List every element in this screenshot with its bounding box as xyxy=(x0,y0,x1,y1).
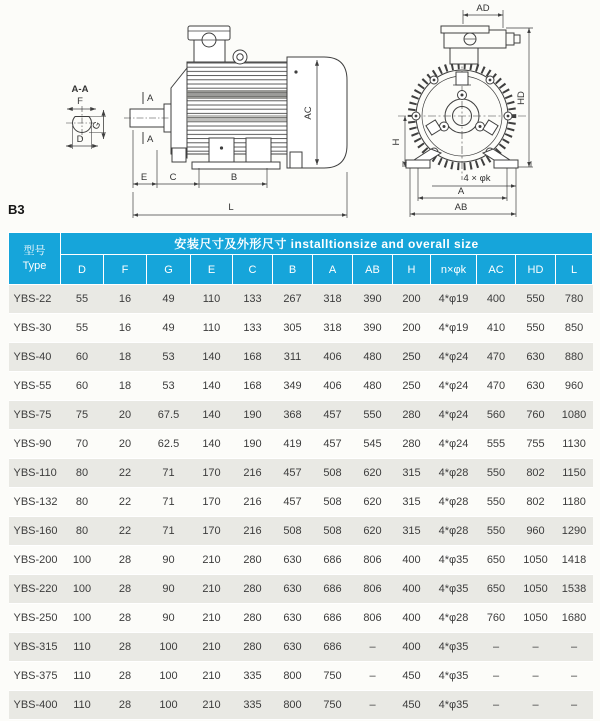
cell-ab: 480 xyxy=(363,380,382,392)
col-header-nk: n×φk xyxy=(431,255,477,285)
cell-h: 315 xyxy=(402,525,421,537)
type-cell: YBS-30 xyxy=(13,322,52,334)
cell-f: 28 xyxy=(118,641,132,653)
cell-b: 305 xyxy=(283,322,302,334)
cell-e: 170 xyxy=(202,525,221,537)
cell-hd: 802 xyxy=(526,496,545,508)
cell-l: 1680 xyxy=(561,612,587,624)
cell-c: 216 xyxy=(243,496,262,508)
table-header xyxy=(9,233,593,285)
section-mark-bottom: A xyxy=(147,134,154,145)
cell-ab: 545 xyxy=(363,438,382,450)
cell-d: 100 xyxy=(72,554,92,566)
type-column-header xyxy=(9,233,61,285)
cell-ac: 470 xyxy=(486,380,506,392)
cell-f: 28 xyxy=(118,554,132,566)
cell-a: 508 xyxy=(323,496,342,508)
cell-nk: 4*φ24 xyxy=(438,409,469,421)
cell-f: 28 xyxy=(118,612,132,624)
cell-nk: 4*φ35 xyxy=(438,699,469,711)
cell-c: 168 xyxy=(243,380,262,392)
cell-f: 16 xyxy=(118,322,132,334)
cell-ac: 550 xyxy=(486,467,506,479)
cell-d: 100 xyxy=(72,583,92,595)
type-cell: YBS-200 xyxy=(13,554,58,566)
cell-hd: 760 xyxy=(526,409,545,421)
cell-f: 28 xyxy=(118,670,132,682)
cell-e: 210 xyxy=(202,554,221,566)
col-header-f: F xyxy=(104,255,147,285)
cell-c: 190 xyxy=(243,438,262,450)
dim-label-g: G xyxy=(90,119,104,132)
type-cell: YBS-250 xyxy=(13,612,58,624)
cell-g: 71 xyxy=(162,496,175,508)
cell-nk: 4*φ28 xyxy=(438,496,469,508)
cell-b: 419 xyxy=(283,438,302,450)
cell-g: 49 xyxy=(162,322,175,334)
type-cell: YBS-375 xyxy=(13,670,58,682)
cell-c: 216 xyxy=(243,467,262,479)
cell-a: 457 xyxy=(323,438,342,450)
cell-ac: 760 xyxy=(486,612,506,624)
cell-d: 60 xyxy=(75,351,89,363)
shaft-section-detail xyxy=(66,84,106,149)
type-cell: YBS-132 xyxy=(13,496,58,508)
holes-label: 4 × φk xyxy=(463,173,491,184)
cell-b: 630 xyxy=(283,641,302,653)
cell-f: 16 xyxy=(118,293,132,305)
cell-nk: 4*φ24 xyxy=(438,351,469,363)
cell-b: 800 xyxy=(283,699,302,711)
cell-e: 140 xyxy=(202,380,221,392)
cell-f: 20 xyxy=(118,409,132,421)
cell-a: 406 xyxy=(323,380,342,392)
cell-ab: – xyxy=(369,670,376,682)
cell-l: 960 xyxy=(564,380,584,392)
cell-ab: 620 xyxy=(363,467,382,479)
cell-h: 400 xyxy=(402,554,421,566)
dim-label-ab: AB xyxy=(454,202,468,213)
col-header-e: E xyxy=(191,255,233,285)
col-header-c: C xyxy=(233,255,273,285)
cell-c: 216 xyxy=(243,525,262,537)
cell-ac: 560 xyxy=(486,409,506,421)
cell-c: 335 xyxy=(243,699,262,711)
cell-ab: 480 xyxy=(363,351,382,363)
cell-c: 335 xyxy=(243,670,262,682)
table-row xyxy=(9,343,593,372)
cell-nk: 4*φ24 xyxy=(438,380,469,392)
cell-a: 318 xyxy=(323,322,342,334)
col-header-g: G xyxy=(147,255,191,285)
cell-ab: – xyxy=(369,699,376,711)
cell-a: 686 xyxy=(323,641,342,653)
lifting-eye xyxy=(233,50,247,64)
cell-a: 686 xyxy=(323,612,342,624)
cell-g: 90 xyxy=(162,612,175,624)
cell-h: 200 xyxy=(402,322,421,334)
cell-h: 400 xyxy=(402,583,421,595)
cell-nk: 4*φ35 xyxy=(438,670,469,682)
col-header-hd: HD xyxy=(516,255,556,285)
cell-d: 80 xyxy=(75,496,89,508)
type-cell: YBS-315 xyxy=(13,641,58,653)
cell-g: 53 xyxy=(162,351,175,363)
mounting-code-label: B3 xyxy=(8,202,25,217)
cell-f: 20 xyxy=(118,438,132,450)
cell-g: 100 xyxy=(159,641,178,653)
table-row xyxy=(9,662,593,691)
cell-d: 110 xyxy=(73,641,91,653)
cell-e: 170 xyxy=(202,467,221,479)
cell-a: 686 xyxy=(323,554,342,566)
cell-g: 67.5 xyxy=(157,409,180,421)
type-cell: YBS-55 xyxy=(13,380,52,392)
cell-h: 315 xyxy=(402,496,421,508)
cell-b: 368 xyxy=(283,409,302,421)
type-cell: YBS-40 xyxy=(13,351,52,363)
cell-ac: 650 xyxy=(486,583,506,595)
cell-nk: 4*φ28 xyxy=(438,525,469,537)
table-row xyxy=(9,604,593,633)
cell-a: 457 xyxy=(323,409,342,421)
table-row xyxy=(9,430,593,459)
col-header-h: H xyxy=(393,255,431,285)
finned-body xyxy=(187,62,287,154)
dim-label-d: D xyxy=(76,134,84,145)
dim-label-e: E xyxy=(140,172,148,183)
cell-h: 280 xyxy=(402,409,421,421)
cell-h: 400 xyxy=(402,612,421,624)
cell-a: 508 xyxy=(323,525,342,537)
cell-hd: 1050 xyxy=(523,612,548,624)
cell-b: 630 xyxy=(283,612,302,624)
cell-d: 55 xyxy=(75,293,89,305)
cell-l: 880 xyxy=(564,351,584,363)
table-row xyxy=(9,691,593,720)
type-cell: YBS-400 xyxy=(13,699,58,711)
cell-ab: 620 xyxy=(363,525,382,537)
cell-e: 210 xyxy=(202,699,221,711)
cell-f: 22 xyxy=(118,496,132,508)
cell-h: 250 xyxy=(402,380,421,392)
cell-b: 311 xyxy=(283,351,302,363)
cell-b: 457 xyxy=(283,467,302,479)
cell-ac: 400 xyxy=(486,293,506,305)
cell-e: 140 xyxy=(202,438,221,450)
cell-hd: 630 xyxy=(526,351,545,363)
type-cell: YBS-90 xyxy=(13,438,52,450)
cell-e: 110 xyxy=(202,293,221,305)
cell-h: 200 xyxy=(402,293,421,305)
cell-d: 100 xyxy=(72,612,92,624)
cell-e: 210 xyxy=(202,583,221,595)
cell-h: 250 xyxy=(402,351,421,363)
table-row xyxy=(9,517,593,546)
cell-a: 750 xyxy=(323,670,342,682)
cell-d: 70 xyxy=(75,438,89,450)
cell-ab: 806 xyxy=(363,554,382,566)
cell-c: 280 xyxy=(243,583,262,595)
cell-d: 60 xyxy=(75,380,89,392)
cell-a: 508 xyxy=(323,467,342,479)
cell-d: 75 xyxy=(75,409,89,421)
cell-nk: 4*φ28 xyxy=(438,467,469,479)
cell-e: 210 xyxy=(202,641,221,653)
cell-hd: – xyxy=(532,641,539,653)
table-body xyxy=(9,285,593,720)
table-row xyxy=(9,488,593,517)
cell-l: 1150 xyxy=(562,467,586,479)
terminal-box-end xyxy=(441,26,520,64)
cell-c: 168 xyxy=(243,351,262,363)
cell-ac: – xyxy=(492,670,500,682)
cell-g: 90 xyxy=(162,583,175,595)
cell-hd: 630 xyxy=(526,380,545,392)
dimension-table xyxy=(8,232,593,720)
cell-d: 80 xyxy=(75,467,89,479)
cell-ac: 470 xyxy=(486,351,506,363)
cell-nk: 4*φ35 xyxy=(438,554,469,566)
cell-ac: 550 xyxy=(486,525,506,537)
col-header-b: B xyxy=(273,255,313,285)
cell-hd: – xyxy=(532,670,539,682)
dim-ad xyxy=(463,3,503,28)
cell-l: 780 xyxy=(564,293,584,305)
cell-d: 55 xyxy=(75,322,89,334)
group-header: 安装尺寸及外形尺寸 installtionsize and overall size xyxy=(61,233,593,255)
dim-label-ad: AD xyxy=(476,3,490,14)
cell-hd: 960 xyxy=(526,525,545,537)
terminal-box-side xyxy=(188,26,230,62)
cell-l: 1290 xyxy=(561,525,587,537)
motor-side-view xyxy=(66,26,347,218)
table-row xyxy=(9,285,593,314)
cell-g: 71 xyxy=(162,467,175,479)
cell-ab: 806 xyxy=(363,612,382,624)
cell-h: 280 xyxy=(402,438,421,450)
end-bell xyxy=(171,68,187,158)
cell-e: 140 xyxy=(202,351,221,363)
cell-ac: 650 xyxy=(486,554,506,566)
dim-h xyxy=(391,116,405,167)
cell-ab: 620 xyxy=(363,496,382,508)
cell-f: 22 xyxy=(118,525,132,537)
col-header-d: D xyxy=(61,255,104,285)
cell-c: 190 xyxy=(243,409,262,421)
cell-d: 110 xyxy=(73,699,91,711)
dim-label-hd: HD xyxy=(516,91,527,105)
cell-hd: – xyxy=(532,699,539,711)
col-header-ac: AC xyxy=(477,255,516,285)
cell-ac: 410 xyxy=(486,322,506,334)
table-row xyxy=(9,575,593,604)
dim-label-c: C xyxy=(169,172,177,183)
cell-f: 18 xyxy=(118,380,132,392)
cell-b: 630 xyxy=(283,554,302,566)
cell-d: 110 xyxy=(73,670,91,682)
cell-f: 18 xyxy=(118,351,132,363)
cell-ab: 550 xyxy=(363,409,382,421)
cell-ac: 555 xyxy=(486,438,506,450)
cell-ac: – xyxy=(492,641,500,653)
cell-g: 90 xyxy=(162,554,175,566)
cell-hd: 550 xyxy=(526,322,545,334)
cell-g: 62.5 xyxy=(157,438,180,450)
cell-f: 22 xyxy=(118,467,132,479)
table-row xyxy=(9,372,593,401)
cell-a: 318 xyxy=(323,293,342,305)
cell-nk: 4*φ28 xyxy=(438,612,469,624)
cell-l: 1080 xyxy=(561,409,587,421)
motor-end-view xyxy=(391,3,533,217)
cell-nk: 4*φ19 xyxy=(438,322,469,334)
type-cell: YBS-22 xyxy=(13,293,52,305)
type-header-en: Type xyxy=(22,259,47,272)
cell-g: 71 xyxy=(162,525,175,537)
cell-c: 280 xyxy=(243,641,262,653)
cell-b: 267 xyxy=(283,293,302,305)
cell-h: 450 xyxy=(402,670,421,682)
table-row xyxy=(9,633,593,662)
cell-hd: 1050 xyxy=(523,583,548,595)
cell-a: 406 xyxy=(323,351,342,363)
section-mark-top: A xyxy=(147,93,154,104)
cell-hd: 550 xyxy=(526,293,545,305)
cell-l: – xyxy=(570,641,578,653)
cell-c: 280 xyxy=(243,612,262,624)
cell-hd: 1050 xyxy=(523,554,548,566)
cell-ab: – xyxy=(369,641,376,653)
cell-e: 110 xyxy=(202,322,221,334)
cell-b: 508 xyxy=(283,525,302,537)
col-header-ab: AB xyxy=(353,255,393,285)
cell-a: 750 xyxy=(323,699,342,711)
dim-label-a: A xyxy=(457,186,465,197)
dim-label-f: F xyxy=(77,96,83,107)
cell-ac: – xyxy=(492,699,500,711)
cell-hd: 755 xyxy=(526,438,545,450)
dim-l xyxy=(133,172,347,218)
cell-g: 49 xyxy=(162,293,175,305)
cell-hd: 802 xyxy=(526,467,545,479)
holes-callout xyxy=(432,173,516,186)
type-header-zh: 型号 xyxy=(23,245,46,258)
cell-l: 850 xyxy=(564,322,584,334)
section-label: A-A xyxy=(71,84,89,95)
cell-ab: 806 xyxy=(363,583,382,595)
cell-nk: 4*φ35 xyxy=(438,641,469,653)
col-header-a: A xyxy=(313,255,353,285)
cell-e: 140 xyxy=(202,409,221,421)
cell-ab: 390 xyxy=(363,322,382,334)
cell-e: 170 xyxy=(202,496,221,508)
dim-label-l: L xyxy=(228,202,234,213)
cell-h: 315 xyxy=(402,467,421,479)
table-row xyxy=(9,459,593,488)
cell-c: 133 xyxy=(243,293,262,305)
cell-nk: 4*φ24 xyxy=(438,438,469,450)
cell-nk: 4*φ35 xyxy=(438,583,469,595)
cell-b: 457 xyxy=(283,496,302,508)
table-row xyxy=(9,546,593,575)
cell-h: 400 xyxy=(402,641,421,653)
table-row xyxy=(9,401,593,430)
cell-l: 1180 xyxy=(562,496,586,508)
cell-l: 1538 xyxy=(561,583,587,595)
cell-nk: 4*φ19 xyxy=(438,293,469,305)
cell-b: 349 xyxy=(283,380,302,392)
cell-l: – xyxy=(570,699,578,711)
type-cell: YBS-160 xyxy=(13,525,58,537)
cell-e: 210 xyxy=(202,612,221,624)
cell-ab: 390 xyxy=(363,293,382,305)
table-row xyxy=(9,314,593,343)
technical-drawing xyxy=(0,0,600,228)
col-header-l: L xyxy=(556,255,593,285)
cell-c: 133 xyxy=(243,322,262,334)
column-header-row xyxy=(9,255,593,285)
cell-e: 210 xyxy=(202,670,221,682)
cell-g: 100 xyxy=(159,699,178,711)
cell-f: 28 xyxy=(118,699,132,711)
cell-ac: 550 xyxy=(486,496,506,508)
cell-c: 280 xyxy=(243,554,262,566)
type-cell: YBS-220 xyxy=(13,583,58,595)
cell-f: 28 xyxy=(118,583,132,595)
dim-label-b: B xyxy=(230,172,238,183)
cell-h: 450 xyxy=(402,699,421,711)
cell-a: 686 xyxy=(323,583,342,595)
cell-l: – xyxy=(570,670,578,682)
type-cell: YBS-75 xyxy=(13,409,52,421)
cell-l: 1130 xyxy=(562,438,586,450)
dim-hd xyxy=(506,28,533,167)
cell-b: 800 xyxy=(283,670,302,682)
cell-l: 1418 xyxy=(561,554,587,566)
cell-g: 100 xyxy=(159,670,178,682)
dim-label-h: H xyxy=(391,138,402,146)
cell-d: 80 xyxy=(75,525,89,537)
type-cell: YBS-110 xyxy=(13,467,57,479)
dim-label-ac: AC xyxy=(303,106,314,120)
cell-g: 53 xyxy=(162,380,175,392)
cell-b: 630 xyxy=(283,583,302,595)
